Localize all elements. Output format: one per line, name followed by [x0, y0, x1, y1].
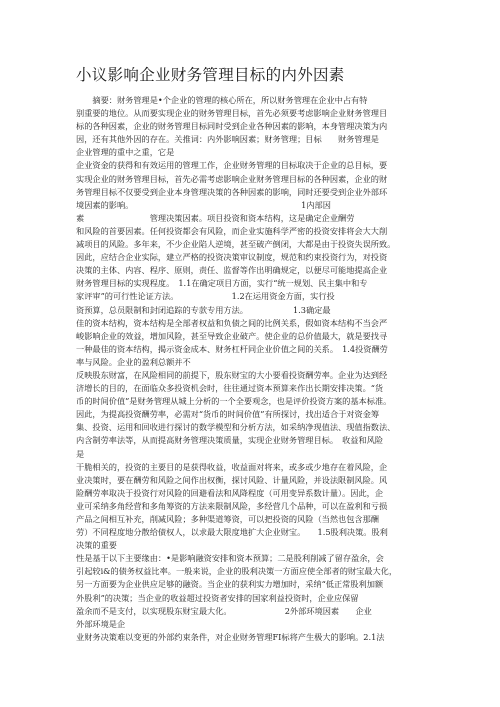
body-text-line: 内含制劳率法等，从而提高财务管理决策质量，实现企业财务管理目标。 收益和风险 [76, 435, 384, 446]
body-text-line: 干脆相关的，投资的主要目的是获得收益，收益面对将来，或多或少地存在着风险，企 [76, 461, 388, 472]
body-text-line: 企业管理的重中之重，它是 [76, 147, 175, 158]
body-text-line: 另一方面要为企业供应足够的融资。当企业的获利实力增加时，采纳“低正常股利加额 [76, 579, 384, 590]
body-text-line: 素 管理决策因素。项目投资和资本结构，这是确定企业酬劳 [76, 212, 355, 223]
body-text-line: 率与风险。企业的盈利总额并不 [76, 356, 191, 367]
body-text-line: 险酬劳率取决于投资行对风险的回避看法和风降程度（可用变异系数计量）。因此，企 [76, 487, 384, 498]
body-text-line: 业决策时，要在酬劳和风险之间作出权衡，探讨风险、计量风险，并设法限制风险。风 [76, 474, 388, 485]
body-text-line: 外部环境是企 [76, 618, 126, 629]
body-text-line: 摘要：财务管理是•个企业的管理的核心所在，所以财务管理在企业中占有特 [76, 95, 368, 105]
body-text-line: 币的时间价值”是财务管理从城上分析的一个全要观念，也是评价投资方案的基本标准。 [76, 396, 392, 407]
body-text-line: 一种最佳的资本结构，揭示资金成本、财务杠杆同企业价值之间的关系。 1.4投资酬劳 [76, 343, 388, 354]
document-title: 小议影响企业财务管理目标的内外因素 [76, 66, 345, 84]
body-text-line: 济增长的目的，在面临众多投资机会时，往往通过资本预算来作出长期安排决策。“货 [76, 383, 384, 394]
body-text-line: 外股利”的决策；当企业的收益超过投资者安排的国家利益投资时，企业应保留 [76, 592, 359, 603]
body-text-line: 引起较ⅰ&的债务权益比率。一般来说，企业的股利决策一方面应使全部者的财宝最大化， [76, 566, 398, 577]
body-text-line: 境因素的影响。 1内部因 [76, 199, 331, 210]
body-text-line: 产品之间相互补充，削减风险；多种渠道筹资，可以把投资的风险（当然也包含那酬 [76, 514, 379, 524]
body-text-line: 因，还有其他外因的存在。关推词：内外影响因素；财务管理；目标 财务管理是 [76, 134, 379, 145]
body-text-line: 业可采纳多角经营和多角筹资的方法来限制风险，多经营几个品种，可以在盈利和亏损 [76, 500, 388, 511]
body-text-line: 财务管理目标的实现程度。 1.1在确定项目方面，实行“统一规划、民主集中和专 [76, 278, 368, 289]
body-text-line: 是 [76, 448, 85, 459]
body-text-line: 反映股东财富，在风险相同的前提下，股东财宝的大小要看投资酬劳率。企业为达到经 [76, 369, 388, 380]
body-text-line: 标的各种因素，企业的财务管理目标同时受到企业各种因素的影响，本身管理决策为内 [76, 121, 388, 132]
body-text-line: 性是基于以下主要缘由：•是影响融资安排和资本预算；二是股利削减了留存盈余，会 [76, 553, 384, 564]
body-text-line: 峻影响企业的效益，增加风险，甚至导致企业破产。使企业的总价值最大，就是要找寻 [76, 330, 388, 341]
body-text-line: 务管理目标不仅要受到企业本身管理决策的各种因素的影响，同时还要受到企业外部环 [76, 186, 388, 197]
body-text-line: 佳的资本结构，资本结构是全部者权益和负债之间的比例关系，假如资本结构不当会严 [76, 317, 388, 328]
body-text-line: 资预算，总员限制和封闭追踪的专款专用方法。 1.3确定最 [76, 304, 331, 315]
body-text-line: 因此，应结合企业实际，建立严格的投资决策审议制度，规范和约束投资行为，对投资 [76, 252, 388, 263]
document-body [76, 94, 428, 644]
body-text-line: 劳）不同程度地分散给债权人，以求最大限度地扩大企业财宝。 1.5股利决策。股利 [76, 527, 388, 538]
body-text-line: 企业资金的获得和有效运用的管理工作，企业财务管理的目标取决于企业的总目标，要 [76, 160, 388, 171]
body-text-line: 因此，为提高投资酬劳率，必需对“货币的时间价值”有所探讨，找出适合于对资金筹 [76, 409, 380, 420]
body-text-line: 盈余而不是支付，以实现股东财宝最大化。 2外部环境因素 企业 [76, 605, 372, 616]
body-text-line: 减项目的风险。多年来，不少企业陷人逆境，甚至破产倒闭，大都是由于投资失误所致。 [76, 239, 396, 250]
body-text-line: 决策的重要 [76, 540, 117, 551]
body-text-line: 决策的主体、内容、程序、原则，责任、监督等作出明确规定，以便尽可能地提高企业 [76, 265, 388, 276]
body-text-line: 家评审”的可行性论证方法。 1.2在运用资金方面，实行投 [76, 291, 335, 302]
body-text-line: 集、投资、运用和回收进行探讨的数学模型和分析方法，如采纳净现值法、现值指数法、 [76, 422, 396, 433]
body-text-line: 实现企业的财务管理目标，首先必需考虑影响企业财务管理目标的各种因素，企业的财 [76, 173, 388, 184]
body-text-line: 业财务决策难以变更的外部约束条件，对企业财务管理FI标将产生极大的影响。2.1法 [76, 631, 385, 642]
body-text-line: 和风险的首要因素。任何投资都会有风险，而企业实施科学严密的投资安排将会大大削 [76, 225, 388, 236]
body-text-line: 别重要的地位。从而要实现企业的财务管理目标，首先必须要考虑影响企业财务管理目 [76, 108, 388, 119]
